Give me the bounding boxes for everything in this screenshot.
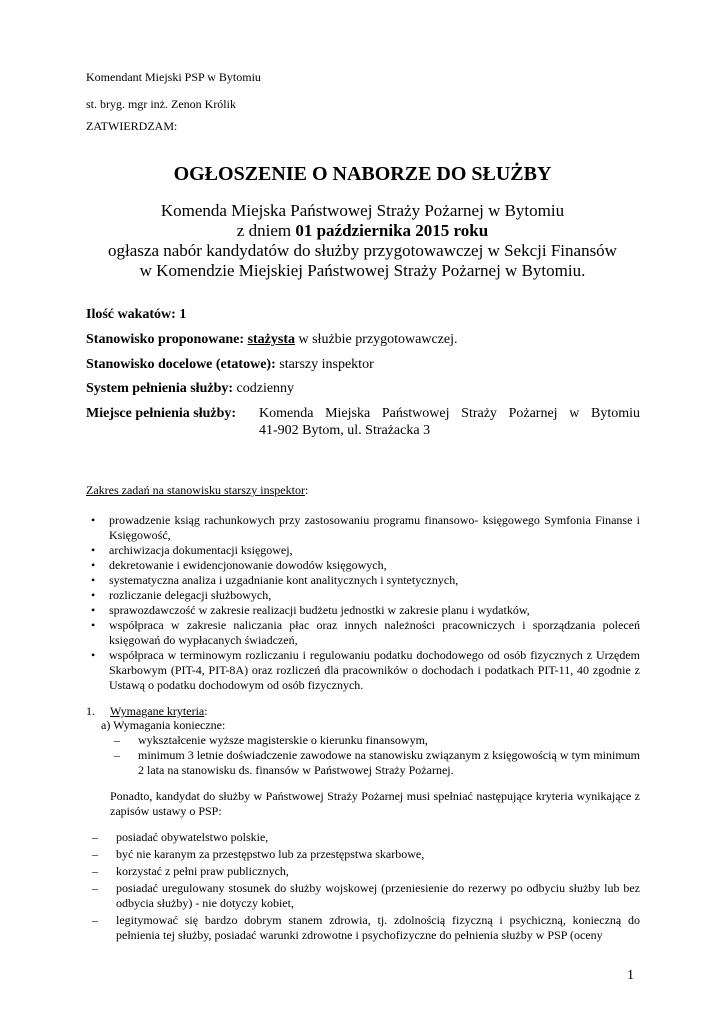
intro-line-2	[60, 221, 665, 241]
intro-block	[60, 201, 665, 281]
list-item: – posiadać obywatelstwo polskie,	[92, 830, 640, 845]
tasks-heading	[86, 483, 308, 498]
tasks-heading-colon: :	[304, 483, 309, 497]
list-item: – korzystać z pełni praw publicznych,	[92, 864, 640, 879]
requirements-heading-text: Wymagane kryteria	[110, 704, 205, 718]
proposed-rest: w służbie przygotowawczej.	[295, 332, 458, 347]
system-label: System pełnienia służby:	[86, 381, 234, 396]
list-item: • systematyczna analiza i uzgadnianie kont analitycznych i syntetycznych,	[86, 573, 640, 588]
requirements-list-a	[114, 733, 640, 778]
list-item: • współpraca w zakresie naliczania płac oraz innych należności pracowniczych i sporządzania poleceń księgowań do wypłacanych świadczeń,	[86, 618, 640, 648]
list-item: • rozliczanie delegacji służbowych,	[86, 588, 640, 603]
requirements-heading	[110, 704, 208, 719]
vacancies	[86, 305, 186, 324]
header-signatory: st. bryg. mgr inż. Zenon Królik	[86, 97, 236, 111]
tasks-list	[86, 513, 640, 693]
requirements-paragraph: Ponadto, kandydat do służby w Państwowej Straży Pożarnej musi spełniać następujące kryteria wynikające z zapisów ustawy o PSP:	[110, 789, 640, 818]
list-item: – być nie karanym za przestępstwo lub za przestępstwa skarbowe,	[92, 847, 640, 862]
proposed-value: stażysta	[247, 332, 295, 347]
vacancies-label: Ilość wakatów: 1	[86, 307, 187, 322]
psp-criteria-list	[92, 830, 640, 943]
header-authority: Komendant Miejski PSP w Bytomiu	[86, 70, 261, 84]
list-item: • sprawozdawczość w zakresie realizacji budżetu jednostki w zakresie planu i wydatków,	[86, 603, 640, 618]
list-item: • współpraca w terminowym rozliczaniu i regulowaniu podatku dochodowego od osób fizycznych z Urzędem Skarbowym (PIT-4, PIT-8A) oraz rozliczeń dla pracowników o dochodach i podatkach PIT-11, 40 zgodnie z Ustawą o podatku dochodowym od osób fizycznych.	[86, 648, 640, 693]
intro-line-4: w Komendzie Miejskiej Państwowej Straży Pożarnej w Bytomiu.	[139, 261, 586, 280]
target-position	[86, 355, 374, 374]
requirements-sub-a: a) Wymagania konieczne:	[101, 718, 226, 732]
proposed-label: Stanowisko proponowane:	[86, 332, 248, 347]
service-place-line-1: Komenda Miejska Państwowej Straży Pożarnej w Bytomiu	[259, 406, 640, 421]
list-item: – wykształcenie wyższe magisterskie o kierunku finansowym,	[114, 733, 640, 748]
list-item: – minimum 3 letnie doświadczenie zawodowe na stanowisku związanym z księgowością w tym minimum 2 lata na stanowisku ds. finansów w Państwowej Straży Pożarnej.	[114, 748, 640, 778]
page-number: 1	[627, 968, 634, 983]
list-item: – legitymować się bardzo dobrym stanem zdrowia, tj. zdolnością fizyczną i psychiczną, konieczną do pełnienia tej służby, posiadać warunki zdrowotne i psychofizyczne do pełnienia służby w PSP (oceny	[92, 913, 640, 943]
requirements-heading-colon: :	[204, 704, 208, 718]
intro-line-1: Komenda Miejska Państwowej Straży Pożarnej w Bytomiu	[160, 201, 565, 220]
target-value: starszy inspektor	[275, 357, 374, 372]
header-approval: ZATWIERDZAM:	[86, 119, 178, 133]
list-item: • dekretowanie i ewidencjonowanie dowodów księgowych,	[86, 558, 640, 573]
tasks-heading-text: Zakres zadań na stanowisku starszy inspektor	[86, 483, 305, 497]
place-label: Miejsce pełnienia służby:	[86, 406, 237, 421]
intro-line-3: ogłasza nabór kandydatów do służby przygotowawczej w Sekcji Finansów	[108, 241, 617, 260]
list-item: • prowadzenie ksiąg rachunkowych przy zastosowaniu programu finansowo- księgowego Symfonia Finanse i Księgowość,	[86, 513, 640, 543]
service-place-label	[86, 404, 236, 423]
proposed-position	[86, 330, 458, 349]
intro-date-prefix: z dniem	[236, 221, 296, 240]
list-item: • archiwizacja dokumentacji księgowej,	[86, 543, 640, 558]
service-place-line-2: 41-902 Bytom, ul. Strażacka 3	[259, 423, 431, 438]
system-value: codzienny	[233, 381, 295, 396]
service-system	[86, 379, 294, 398]
target-label: Stanowisko docelowe (etatowe):	[86, 357, 276, 372]
list-item: – posiadać uregulowany stosunek do służby wojskowej (przeniesienie do rezerwy po odbyciu służby lub bez odbycia służby) - nie dotyczy kobiet,	[92, 881, 640, 911]
page-title: OGŁOSZENIE O NABORZE DO SŁUŻBY	[173, 163, 552, 185]
intro-date: 01 października 2015 roku	[295, 221, 489, 240]
requirements-number: 1.	[86, 704, 95, 718]
